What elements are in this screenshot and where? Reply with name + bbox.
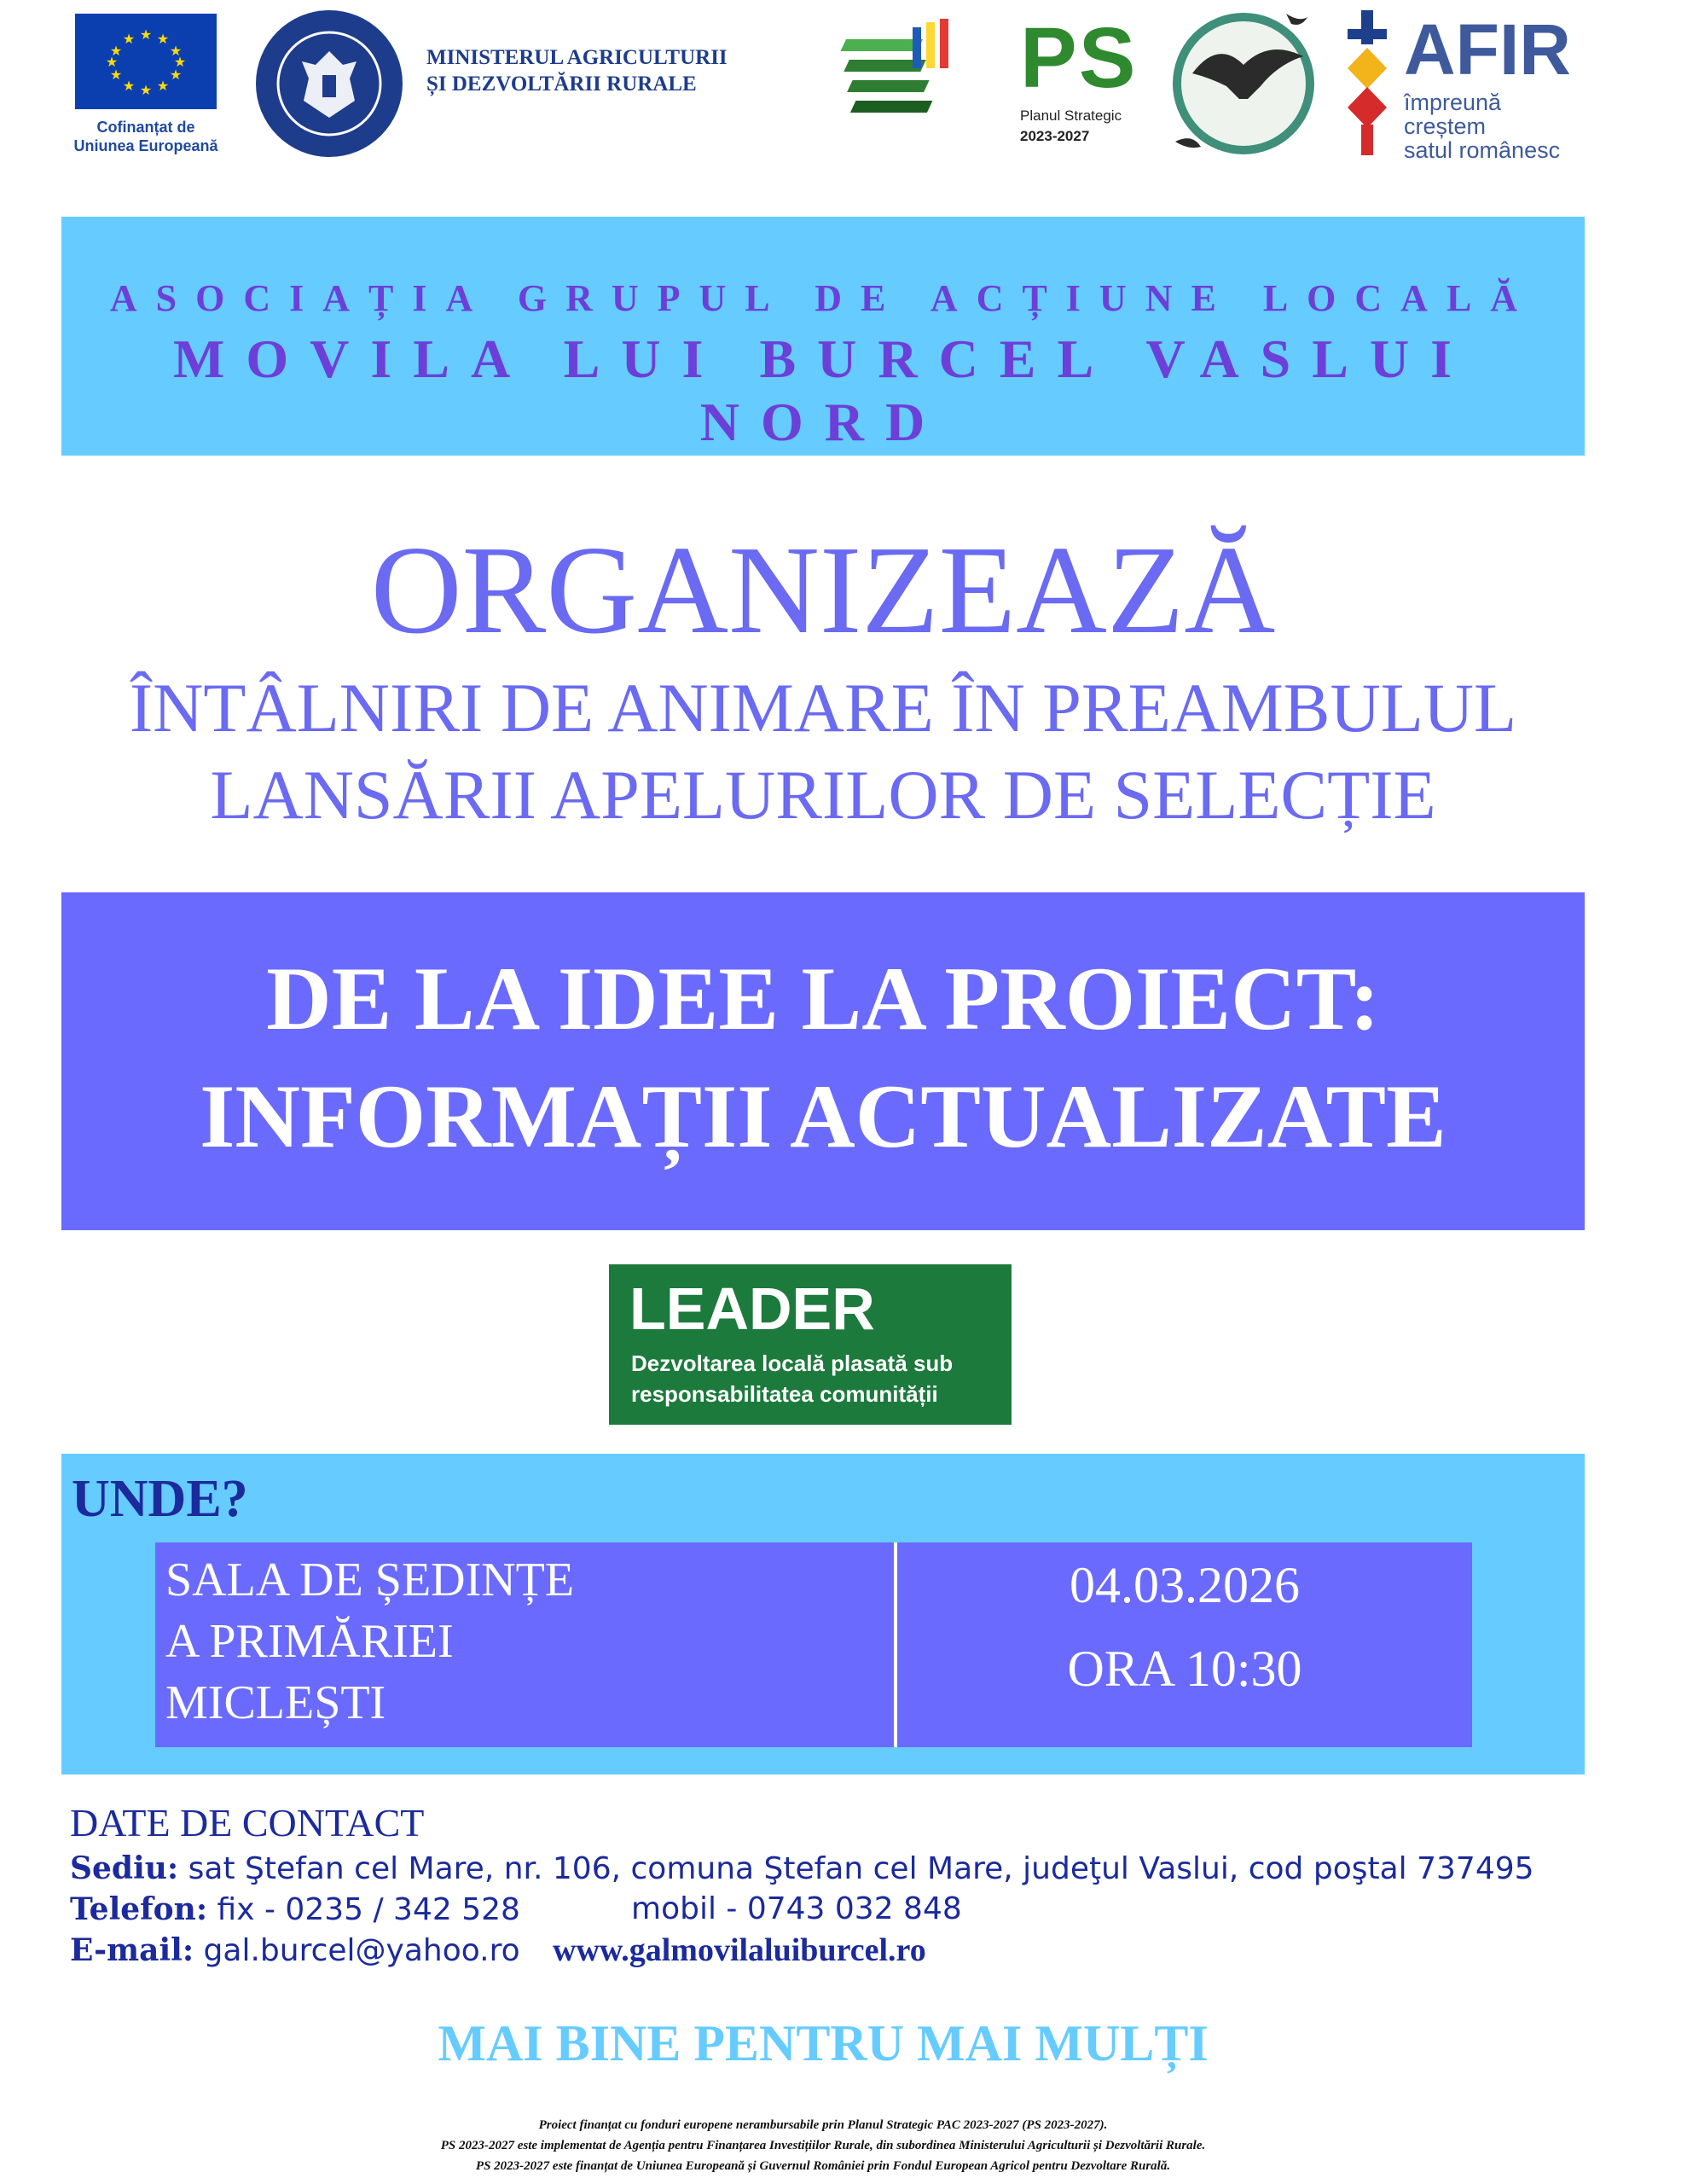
contact-heading: DATE DE CONTACT xyxy=(70,1801,425,1844)
svg-text:★: ★ xyxy=(139,82,153,98)
strategic-plan-stripes-logo xyxy=(824,14,977,143)
email-link[interactable]: gal.burcel@yahoo.ro xyxy=(194,1933,520,1968)
website-link[interactable]: www.galmovilaluiburcel.ro xyxy=(553,1932,926,1968)
contact-email-line xyxy=(70,1930,520,1972)
mobile-phone-value: mobil - 0743 032 848 xyxy=(631,1891,962,1926)
where-label: UNDE? xyxy=(72,1470,248,1528)
ps-2023-2027-logo xyxy=(1020,10,1148,144)
event-time: ORA 10:30 xyxy=(1067,1641,1302,1697)
eu-stars-icon xyxy=(75,14,217,109)
contact-phone-line xyxy=(70,1889,520,1931)
svg-text:★: ★ xyxy=(169,67,183,83)
leader-badge xyxy=(609,1264,1012,1425)
leader-description: Dezvoltarea locală plasată sub responsabilitatea comunității xyxy=(631,1350,954,1407)
venue-cell xyxy=(155,1542,894,1747)
svg-text:★: ★ xyxy=(109,67,123,83)
svg-text:★: ★ xyxy=(139,26,153,43)
address-label: Sediu: xyxy=(70,1850,179,1886)
event-subtitle-line-1: ÎNTÂLNIRI DE ANIMARE ÎN PREAMBULUL xyxy=(129,669,1517,746)
footnote-line-2: PS 2023-2027 este implementat de Agenția pentru Finanțarea Investițiilor Rurale, din subordinea Ministerului Agriculturii și Dezvoltării Rurale. xyxy=(440,2139,1206,2152)
svg-text:★: ★ xyxy=(169,43,183,59)
leader-title: LEADER xyxy=(629,1275,875,1342)
eu-cofinancing-caption: Cofinanțat de Uniunea Europeană xyxy=(73,119,218,154)
footnote-line-1: Proiect finanțat cu fonduri europene nerambursabile prin Planul Strategic PAC 2023-2027 (PS 2023-2027). xyxy=(538,2118,1108,2132)
svg-text:★: ★ xyxy=(109,43,123,59)
afir-slogan: împreună creștem satul românesc xyxy=(1404,90,1561,163)
ps-plan-label: Planul Strategic xyxy=(1020,107,1122,124)
theme-line-1: DE LA IDEE LA PROIECT: xyxy=(266,949,1380,1048)
svg-text:★: ★ xyxy=(156,78,170,94)
phone-label: Telefon: xyxy=(70,1891,208,1927)
ps-years-label: 2023-2027 xyxy=(1020,128,1090,144)
ministry-line-1: MINISTERUL AGRICULTURII xyxy=(426,46,728,69)
location-panel xyxy=(61,1454,1585,1774)
svg-text:★: ★ xyxy=(122,31,136,47)
event-date: 04.03.2026 xyxy=(1070,1557,1300,1613)
contact-address-line xyxy=(70,1848,1534,1890)
theme-line-2: INFORMAȚII ACTUALIZATE xyxy=(200,1066,1446,1166)
svg-text:★: ★ xyxy=(122,78,136,94)
event-subtitle-line-2: LANSĂRII APELURILOR DE SELECȚIE xyxy=(210,756,1436,834)
venue-text: SALA DE ȘEDINȚE A PRIMĂRIEI MICLEȘTI xyxy=(165,1554,575,1729)
eu-flag-logo xyxy=(75,14,217,109)
association-banner xyxy=(61,217,1585,456)
ministry-line-2: ȘI DEZVOLTĂRII RURALE xyxy=(426,73,697,96)
theme-banner xyxy=(61,892,1585,1230)
association-name-line-2: MOVILA LUI BURCEL VASLUI NORD xyxy=(172,328,1474,452)
address-value: sat Ştefan cel Mare, nr. 106, comuna Ştefan cel Mare, judeţul Vaslui, cod poştal 737495 xyxy=(178,1851,1534,1886)
motto: MAI BINE PENTRU MAI MULȚI xyxy=(438,2015,1209,2071)
afir-wordmark: AFIR xyxy=(1404,9,1571,90)
svg-text:★: ★ xyxy=(156,31,170,47)
event-heading: ORGANIZEAZĂ xyxy=(370,520,1276,660)
afir-logo xyxy=(1339,5,1586,163)
ministry-name xyxy=(426,44,728,97)
svg-text:★: ★ xyxy=(105,54,119,70)
gal-eagle-logo xyxy=(1158,5,1329,159)
ps-letters: PS xyxy=(1020,10,1138,106)
datetime-cell xyxy=(897,1542,1472,1747)
phone-value: fix - 0235 / 342 528 xyxy=(207,1892,520,1927)
association-name-line-1: ASOCIAȚIA GRUPUL DE ACȚIUNE LOCALĂ xyxy=(109,277,1537,319)
footnote-line-3: PS 2023-2027 este finanțat de Uniunea Europeană și Guvernul României prin Fondul European Agricol pentru Dezvoltare Rurală. xyxy=(475,2159,1171,2173)
email-label: E-mail: xyxy=(70,1932,194,1968)
afir-folk-motif-icon xyxy=(1339,5,1395,159)
government-seal-logo xyxy=(254,9,404,159)
svg-text:★: ★ xyxy=(173,54,187,70)
